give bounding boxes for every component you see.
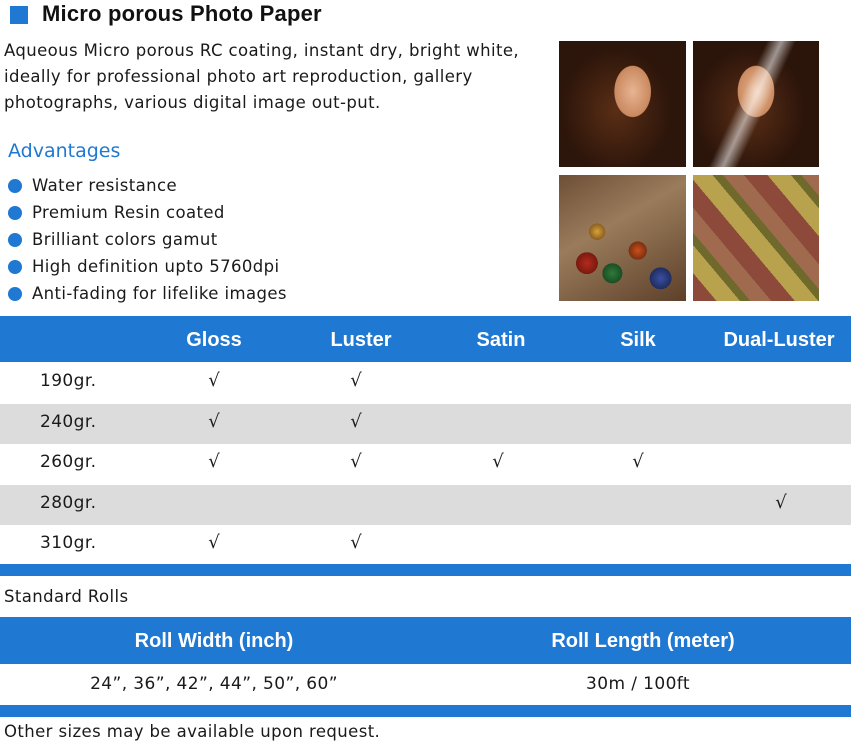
row-weight-label: 310gr.	[40, 533, 97, 554]
column-luster: Luster	[330, 329, 392, 351]
bullet-icon	[8, 206, 22, 220]
advantage-item: Brilliant colors gamut	[8, 226, 287, 253]
check-mark: √	[208, 410, 220, 432]
check-mark: √	[492, 451, 504, 473]
rolls-divider	[0, 705, 851, 717]
table-row	[0, 525, 851, 565]
sample-photo-surface-texture	[693, 175, 819, 301]
check-mark: √	[208, 532, 220, 554]
product-description: Aqueous Micro porous RC coating, instant dry, bright white, ideally for professional photo art reproduction, gallery photographs, various digital image out-put.	[4, 41, 520, 112]
bullet-icon	[8, 179, 22, 193]
row-weight-label: 280gr.	[40, 492, 97, 513]
bullet-icon	[8, 260, 22, 274]
bullet-icon	[8, 287, 22, 301]
check-mark: √	[350, 451, 362, 473]
column-gloss: Gloss	[186, 329, 242, 351]
advantages-heading: Advantages	[8, 140, 121, 162]
check-mark: √	[350, 370, 362, 391]
check-mark: √	[350, 410, 362, 432]
column-roll-length: Roll Length (meter)	[551, 630, 735, 652]
column-satin: Satin	[476, 329, 526, 351]
row-weight-label: 190gr.	[40, 371, 97, 391]
row-weight-label: 260gr.	[40, 452, 97, 473]
advantage-item: Premium Resin coated	[8, 199, 287, 226]
advantage-item: Anti-fading for lifelike images	[8, 280, 287, 307]
row-weight-label: 240gr.	[40, 411, 97, 432]
check-mark: √	[208, 370, 220, 391]
table-row	[0, 485, 851, 525]
advantage-item: High definition upto 5760dpi	[8, 253, 287, 280]
table-row	[0, 404, 851, 444]
column-roll-width: Roll Width (inch)	[134, 630, 294, 652]
check-mark: √	[632, 451, 644, 473]
table-divider	[0, 564, 851, 576]
column-dual-luster: Dual-Luster	[723, 329, 835, 351]
sample-photo-portrait-gloss	[693, 41, 819, 167]
check-mark: √	[775, 491, 787, 513]
check-mark: √	[208, 451, 220, 473]
advantage-item: Water resistance	[8, 172, 287, 199]
table-row	[0, 444, 851, 484]
bullet-icon	[8, 233, 22, 247]
sample-photo-paint-pots	[559, 175, 686, 301]
roll-width-value: 24”, 36”, 42”, 44”, 50”, 60”	[90, 674, 338, 694]
standard-rolls-label: Standard Rolls	[4, 587, 129, 606]
column-silk: Silk	[620, 329, 656, 351]
page-title: Micro porous Photo Paper	[42, 1, 322, 26]
sample-photo-portrait-matte	[559, 41, 686, 167]
advantages-list	[8, 172, 287, 307]
title-square-icon	[10, 6, 28, 24]
table-row	[0, 363, 851, 403]
footnote: Other sizes may be available upon request.	[4, 722, 381, 741]
check-mark: √	[350, 532, 362, 554]
roll-length-value: 30m / 100ft	[586, 674, 690, 694]
